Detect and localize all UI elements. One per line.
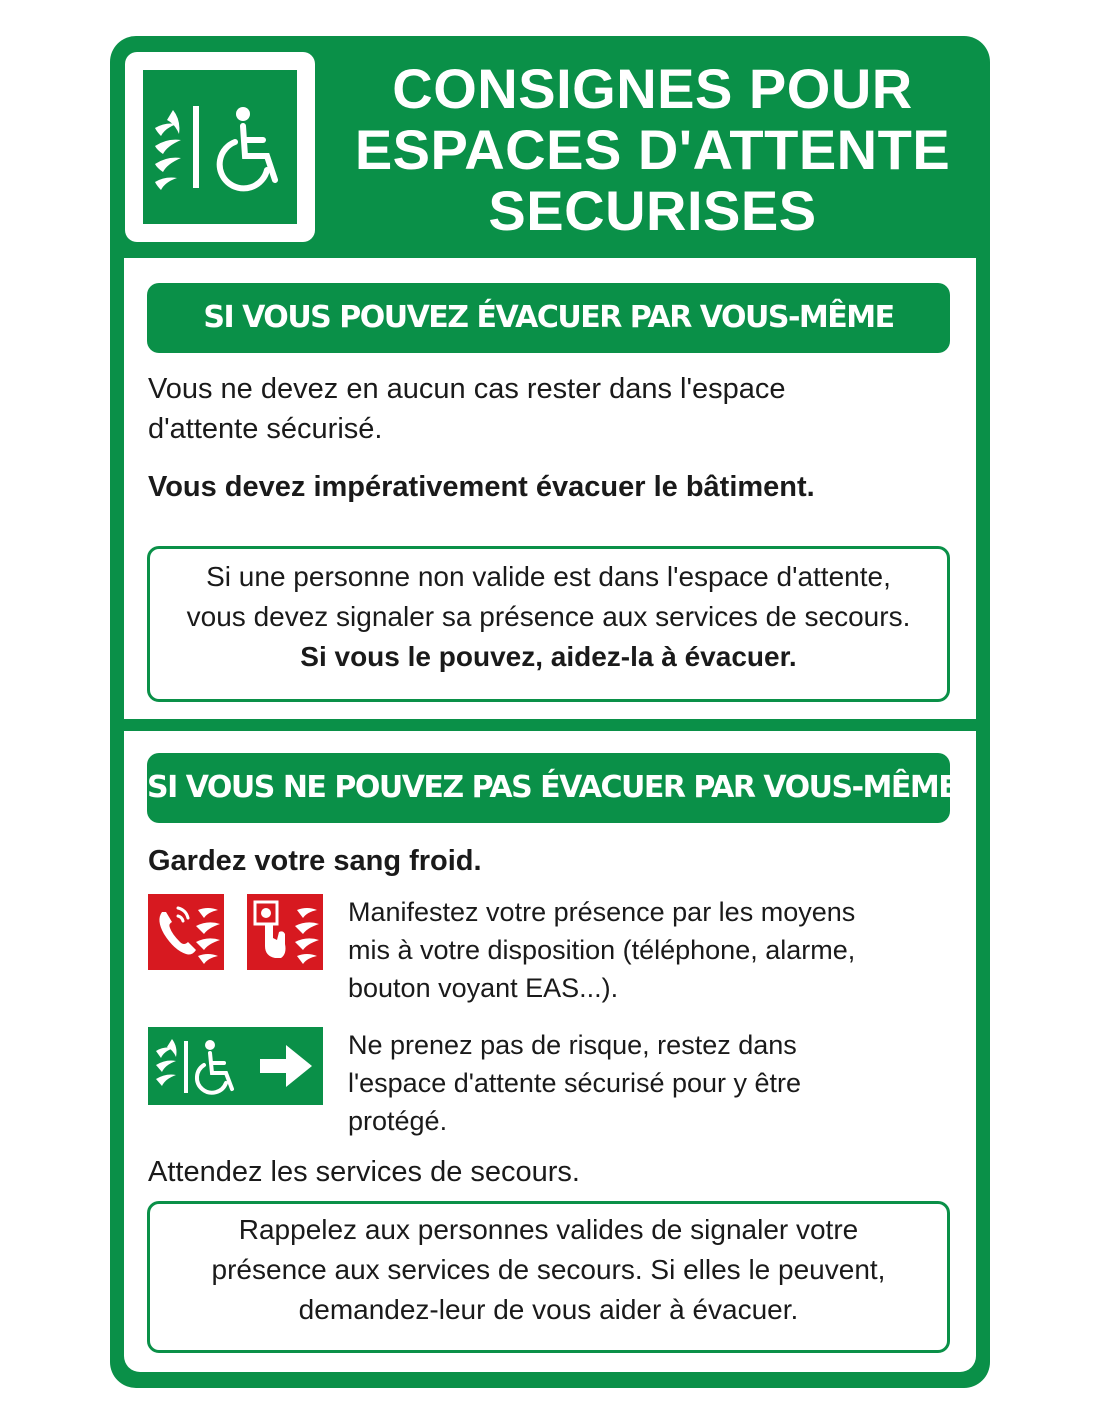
section-banner: SI VOUS NE POUVEZ PAS ÉVACUER PAR VOUS-MÊME <box>147 753 950 823</box>
divider-bar <box>193 106 199 188</box>
text-line: Rappelez aux personnes valides de signaler votre <box>238 1214 859 1245</box>
arrow-right-icon <box>260 1045 312 1087</box>
instruction-text <box>348 1026 948 1140</box>
title-line: SECURISES <box>488 179 817 242</box>
section-banner: SI VOUS POUVEZ ÉVACUER PAR VOUS-MÊME <box>147 283 950 353</box>
fire-flame-icon <box>155 110 181 190</box>
text-line: présence aux services de secours. Si elles le peuvent, <box>211 1254 886 1285</box>
info-box <box>147 1201 950 1353</box>
wheelchair-icon <box>197 1040 232 1093</box>
refuge-area-logo <box>143 70 297 224</box>
refuge-direction-sign <box>148 1027 323 1105</box>
info-box <box>147 546 950 702</box>
text-line: Ne prenez pas de risque, restez dans <box>348 1030 797 1060</box>
paragraph <box>148 369 786 449</box>
wait-instruction: Attendez les services de secours. <box>148 1156 580 1188</box>
wheelchair-icon <box>220 107 275 188</box>
text-line: vous devez signaler sa présence aux services de secours. <box>186 601 911 632</box>
text-line: Vous ne devez en aucun cas rester dans l'espace <box>148 373 786 405</box>
title-line: CONSIGNES POUR <box>392 57 913 120</box>
fire-alarm-button-icon <box>247 894 323 970</box>
bold-instruction: Gardez votre sang froid. <box>148 845 482 877</box>
fire-phone-icon <box>148 894 224 970</box>
bold-instruction: Vous devez impérativement évacuer le bâtiment. <box>148 471 815 503</box>
text-line: bouton voyant EAS...). <box>348 973 619 1003</box>
text-line: mis à votre disposition (téléphone, alarme, <box>348 935 856 965</box>
sign-title <box>345 58 960 241</box>
fire-flame-icon <box>156 1039 177 1086</box>
text-line: d'attente sécurisé. <box>148 413 383 445</box>
text-line: protégé. <box>348 1106 448 1136</box>
text-line: Si une personne non valide est dans l'espace d'attente, <box>206 561 891 592</box>
title-line: ESPACES D'ATTENTE <box>354 118 951 181</box>
text-line: Manifestez votre présence par les moyens <box>348 897 856 927</box>
text-line: Si vous le pouvez, aidez-la à évacuer. <box>300 641 797 672</box>
instruction-text <box>348 893 948 1007</box>
text-line: l'espace d'attente sécurisé pour y être <box>348 1068 802 1098</box>
text-line: demandez-leur de vous aider à évacuer. <box>298 1294 799 1325</box>
